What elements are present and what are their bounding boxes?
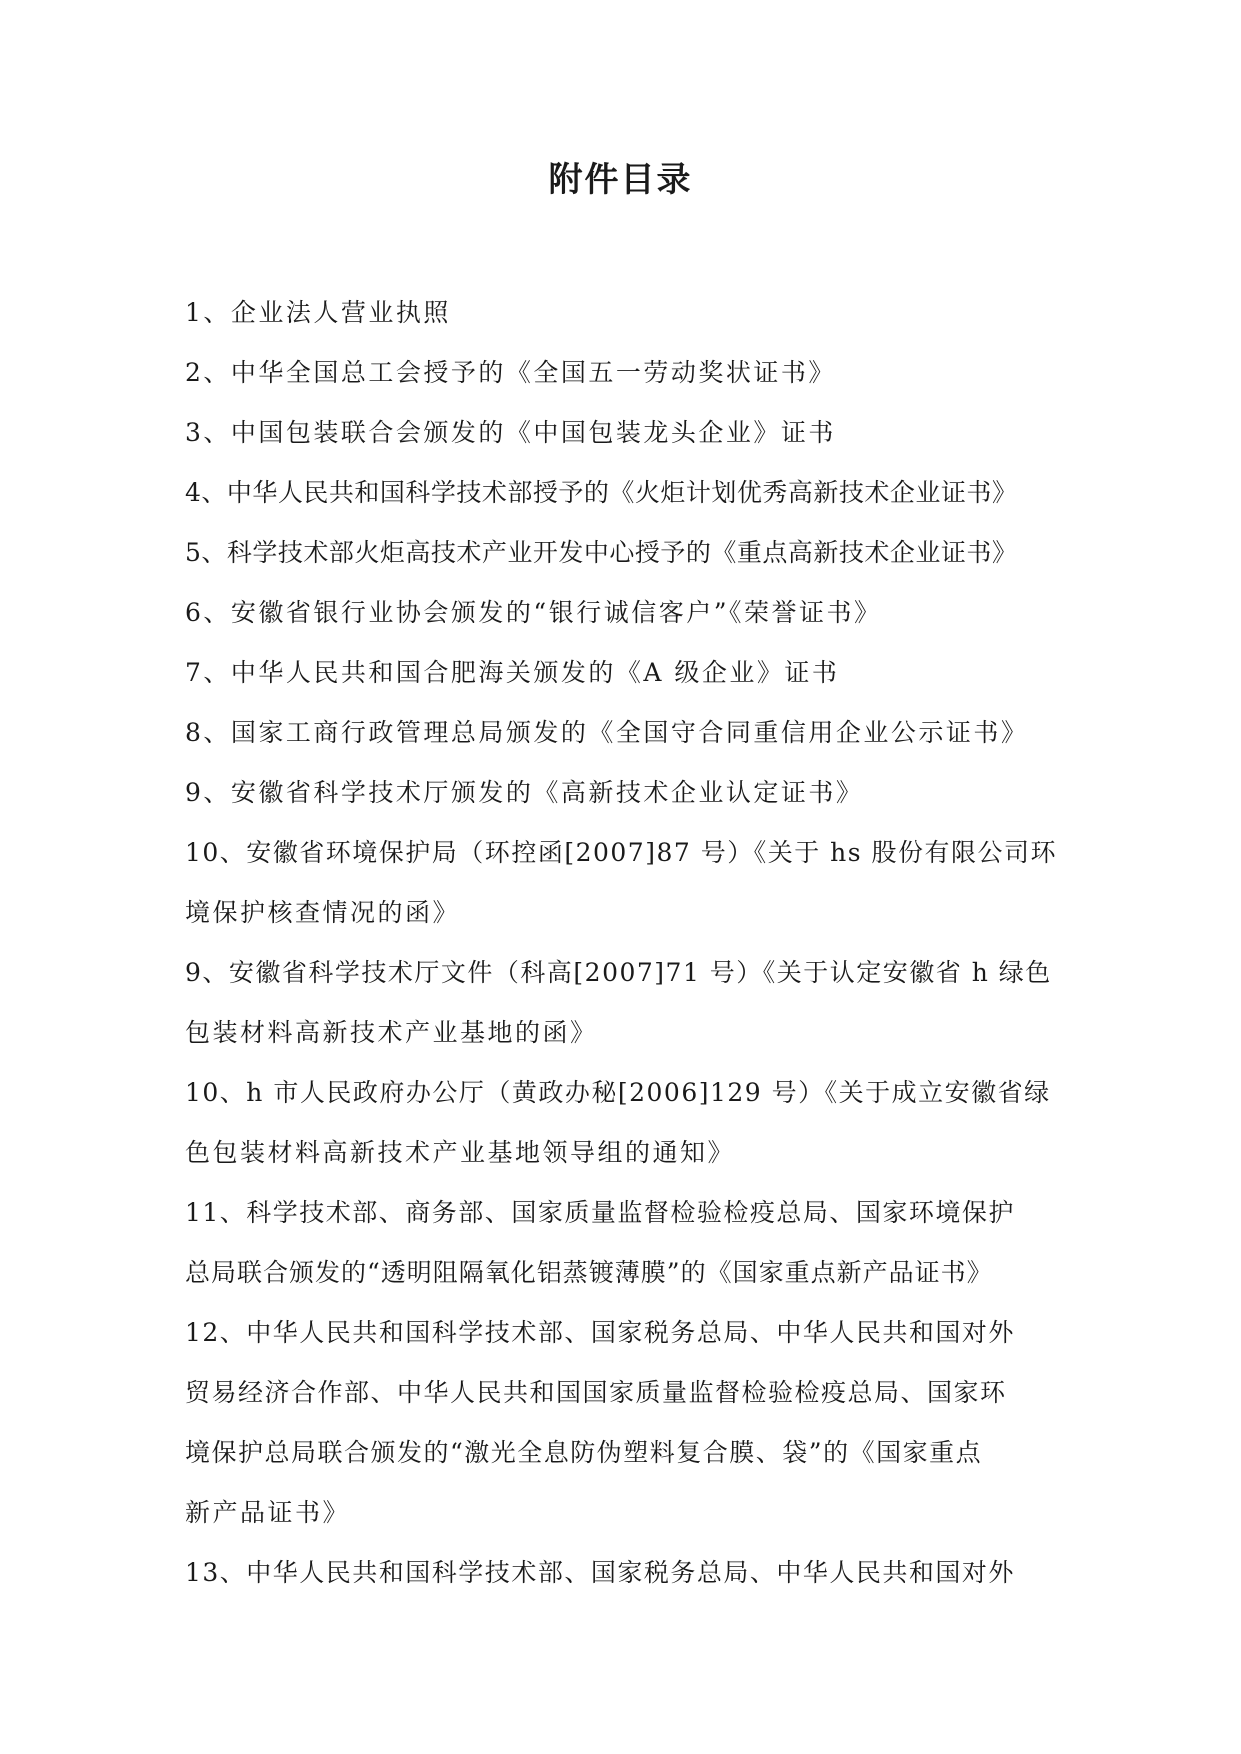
list-item-line: 9、安徽省科学技术厅文件（科高[2007]71 号）《关于认定安徽省 h 绿色 (185, 958, 1052, 987)
list-item (185, 763, 1085, 823)
list-item-line: 12、中华人民共和国科学技术部、国家税务总局、中华人民共和国对外 (185, 1318, 1015, 1347)
list-item-line: 7、中华人民共和国合肥海关颁发的《A 级企业》证书 (185, 658, 840, 687)
list-item (185, 403, 1085, 463)
list-item (185, 943, 1085, 1063)
list-item (185, 643, 1085, 703)
list-item (185, 523, 1085, 583)
list-item-line: 1、企业法人营业执照 (185, 298, 451, 327)
list-item-line: 总局联合颁发的“透明阻隔氧化铝蒸镀薄膜”的《国家重点新产品证书》 (185, 1258, 993, 1287)
list-item-line: 色包装材料高新技术产业基地领导组的通知》 (185, 1138, 736, 1167)
document-title: 附件目录 (548, 160, 693, 200)
list-item-line: 3、中国包装联合会颁发的《中国包装龙头企业》证书 (185, 418, 836, 447)
list-item-line: 10、h 市人民政府办公厅（黄政办秘[2006]129 号）《关于成立安徽省绿 (185, 1078, 1051, 1107)
list-item-line: 10、安徽省环境保护局（环控函[2007]87 号）《关于 hs 股份有限公司环 (185, 838, 1058, 867)
list-item-line: 9、安徽省科学技术厅颁发的《高新技术企业认定证书》 (185, 778, 864, 807)
list-item-line: 境保护核查情况的函》 (185, 898, 461, 927)
list-item-line: 新产品证书》 (185, 1498, 351, 1527)
attachment-list (185, 283, 1085, 1603)
list-item (185, 463, 1085, 523)
list-item-line: 13、中华人民共和国科学技术部、国家税务总局、中华人民共和国对外 (185, 1558, 1015, 1587)
list-item (185, 823, 1085, 943)
list-item-line: 2、中华全国总工会授予的《全国五一劳动奖状证书》 (185, 358, 836, 387)
list-item (185, 343, 1085, 403)
list-item-line: 11、科学技术部、商务部、国家质量监督检验检疫总局、国家环境保护 (185, 1198, 1015, 1227)
list-item-line: 8、国家工商行政管理总局颁发的《全国守合同重信用企业公示证书》 (185, 718, 1029, 747)
list-item (185, 1063, 1085, 1183)
list-item (185, 1543, 1085, 1603)
list-item-line: 4、中华人民共和国科学技术部授予的《火炬计划优秀高新技术企业证书》 (185, 478, 1018, 507)
list-item-line: 6、安徽省银行业协会颁发的“银行诚信客户”《荣誉证书》 (185, 598, 882, 627)
list-item-line: 贸易经济合作部、中华人民共和国国家质量监督检验检疫总局、国家环 (185, 1378, 1007, 1407)
list-item (185, 1183, 1085, 1303)
list-item-line: 5、科学技术部火炬高技术产业开发中心授予的《重点高新技术企业证书》 (185, 538, 1018, 567)
list-item-line: 境保护总局联合颁发的“激光全息防伪塑料复合膜、袋”的《国家重点 (185, 1438, 983, 1467)
list-item (185, 1303, 1085, 1543)
list-item-line: 包装材料高新技术产业基地的函》 (185, 1018, 598, 1047)
list-item (185, 583, 1085, 643)
list-item (185, 703, 1085, 763)
list-item (185, 283, 1085, 343)
